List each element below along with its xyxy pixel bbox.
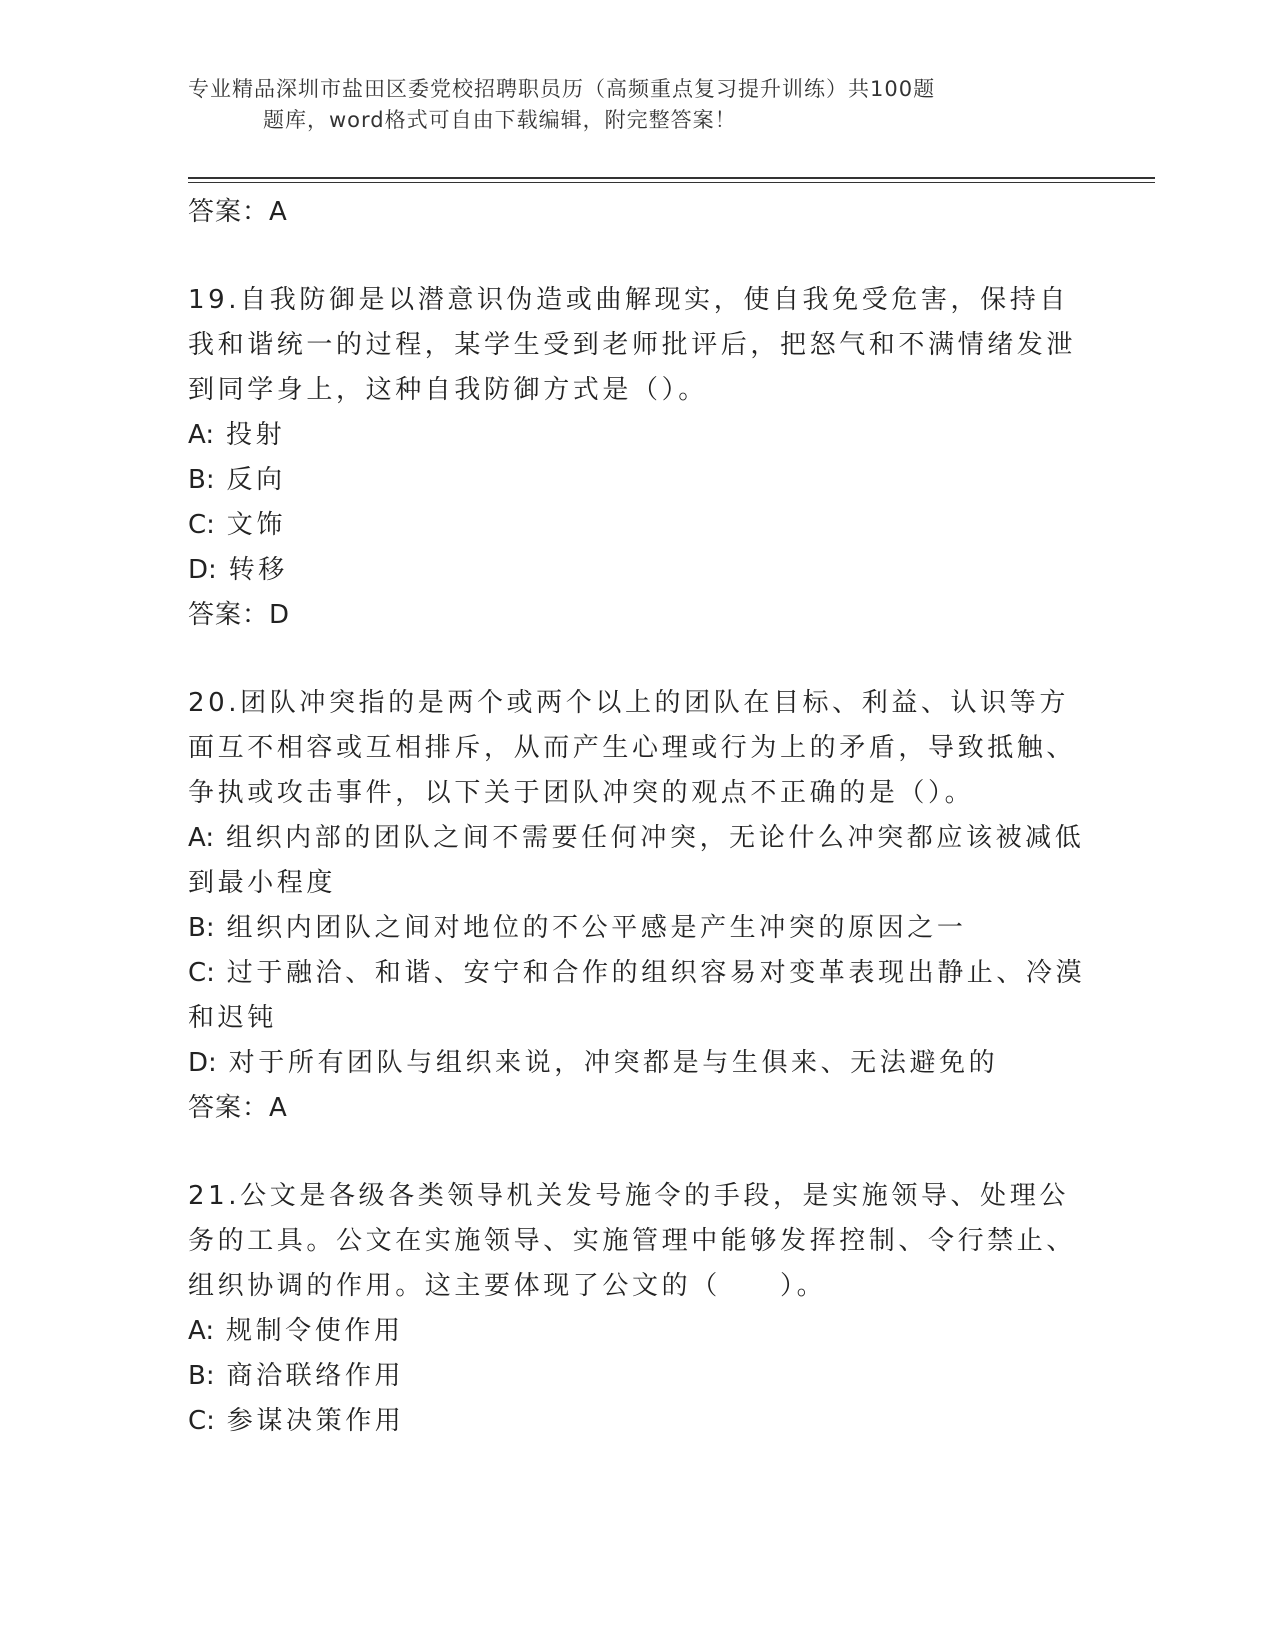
option-key: A:: [188, 420, 215, 450]
option-text: 组织内部的团队之间不需要任何冲突，无论什么冲突都应该被减低到最小程度: [188, 823, 1085, 898]
question-text: 19.自我防御是以潜意识伪造或曲解现实，使自我免受危害，保持自我和谐统一的过程，某学生受到老师批评后，把怒气和不满情绪发泄到同学身上，这种自我防御方式是（）。: [188, 285, 1077, 405]
option-text: 投射: [225, 420, 286, 450]
option-text: 组织内团队之间对地位的不公平感是产生冲突的原因之一: [226, 913, 967, 943]
option-a: [188, 1309, 1088, 1354]
option-key: B:: [188, 465, 215, 495]
option-key: D:: [188, 555, 217, 585]
option-key: C:: [188, 1406, 215, 1436]
option-d: [188, 1041, 1088, 1086]
option-c: [188, 951, 1088, 1041]
question-text: 20.团队冲突指的是两个或两个以上的团队在目标、利益、认识等方面互不相容或互相排斥，从而产生心理或行为上的矛盾，导致抵触、争执或攻击事件，以下关于团队冲突的观点不正确的是（）。: [188, 688, 1077, 808]
question-21: [188, 1174, 1088, 1444]
option-b: [188, 1354, 1088, 1399]
option-text: 商洽联络作用: [226, 1361, 405, 1391]
option-key: B:: [188, 913, 215, 943]
document-header: [188, 74, 1088, 136]
header-title-line2: 题库，word格式可自由下载编辑，附完整答案！: [263, 108, 737, 132]
question-text: 21.公文是各级各类领导机关发号施令的手段，是实施领导、处理公务的工具。公文在实施领导、实施管理中能够发挥控制、令行禁止、组织协调的作用。这主要体现了公文的（ ）。: [188, 1181, 1077, 1301]
option-key: C:: [188, 510, 215, 540]
option-key: C:: [188, 958, 215, 988]
answer-prev: 答案：A: [188, 197, 288, 227]
option-key: B:: [188, 1361, 215, 1391]
option-text: 过于融洽、和谐、安宁和合作的组织容易对变革表现出静止、冷漠和迟钝: [188, 958, 1086, 1033]
option-c: [188, 1399, 1088, 1444]
option-text: 文饰: [226, 510, 286, 540]
document-body: [188, 190, 1088, 1444]
option-b: [188, 906, 1088, 951]
option-c: [188, 503, 1088, 548]
option-a: [188, 413, 1088, 458]
option-key: A:: [188, 823, 215, 853]
answer: 答案：D: [188, 600, 291, 630]
option-d: [188, 548, 1088, 593]
option-text: 反向: [226, 465, 286, 495]
question-19: [188, 278, 1088, 637]
answer: 答案：A: [188, 1093, 288, 1123]
option-a: [188, 816, 1088, 906]
header-divider-thin: [188, 182, 1155, 183]
option-key: D:: [188, 1048, 217, 1078]
question-20: [188, 681, 1088, 1130]
option-text: 转移: [228, 555, 288, 585]
option-key: A:: [188, 1316, 215, 1346]
header-divider-thick: [188, 177, 1155, 179]
option-text: 规制令使作用: [225, 1316, 404, 1346]
header-title-line1: 专业精品深圳市盐田区委党校招聘职员历（高频重点复习提升训练）共100题: [188, 77, 936, 101]
option-text: 参谋决策作用: [226, 1406, 405, 1436]
option-text: 对于所有团队与组织来说，冲突都是与生俱来、无法避免的: [228, 1048, 999, 1078]
option-b: [188, 458, 1088, 503]
